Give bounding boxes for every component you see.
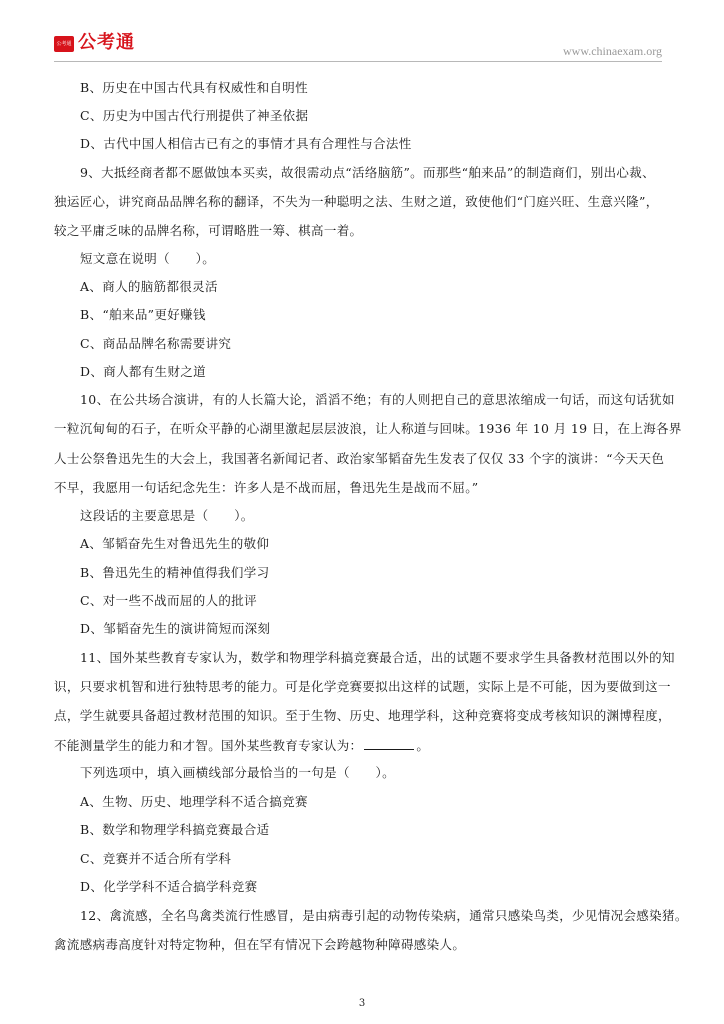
option-line: A、生物、历史、地理学科不适合搞竞赛 [80, 794, 308, 809]
option-line: D、化学学科不适合搞学科竞赛 [80, 879, 258, 894]
option-line: D、邹韬奋先生的演讲简短而深刻 [80, 621, 271, 636]
question-text: 识，只要求机智和进行独特思考的能力。可是化学竞赛要拟出这样的试题，实际上是不可能，因为要做到这一 [54, 679, 671, 694]
option-line: B、鲁迅先生的精神值得我们学习 [80, 565, 270, 580]
question-stem: 短文意在说明（ ）。 [80, 251, 216, 266]
question-text: 不早，我愿用一句话纪念先生：许多人是不战而屈，鲁迅先生是战而不屈。” [54, 480, 479, 495]
option-line: A、邹韬奋先生对鲁迅先生的敬仰 [80, 536, 270, 551]
question-text: 9、大抵经商者都不愿做蚀本买卖，故很需动点“活络脑筋”。而那些“舶来品”的制造商们，别出心裁、 [80, 165, 655, 180]
question-text: 人士公祭鲁迅先生的大会上，我国著名新闻记者、政治家邹韬奋先生发表了仅仅 33 个字的演讲：“今天天色 [54, 451, 665, 466]
question-stem: 下列选项中，填入画横线部分最恰当的一句是（ ）。 [80, 765, 396, 780]
option-line: C、对一些不战而屈的人的批评 [80, 593, 257, 608]
question-text: 较之平庸乏味的品牌名称，可谓略胜一筹、棋高一着。 [54, 223, 363, 238]
brand-logo-mark[interactable]: 公考通 [54, 36, 74, 52]
option-line: D、古代中国人相信古已有之的事情才具有合理性与合法性 [80, 136, 412, 151]
site-url[interactable]: www.chinaexam.org [563, 44, 662, 58]
page-header [0, 0, 724, 64]
option-line: B、数学和物理学科搞竞赛最合适 [80, 822, 270, 837]
question-stem: 这段话的主要意思是（ ）。 [80, 508, 254, 523]
header-divider [54, 61, 662, 62]
question-text: 12、禽流感，全名鸟禽类流行性感冒，是由病毒引起的动物传染病，通常只感染鸟类，少见情况会感染猪。 [80, 908, 688, 923]
question-text: 。 [416, 738, 430, 753]
question-text: 一粒沉甸甸的石子，在听众平静的心湖里激起层层波浪，让人称道与回味。1936 年 10 月 19 日，在上海各界 [54, 421, 682, 436]
question-text: 点，学生就要具备超过教材范围的知识。至于生物、历史、地理学科，这种竞赛将变成考核知识的渊博程度， [54, 708, 671, 723]
option-line: C、商品品牌名称需要讲究 [80, 336, 232, 351]
page-number: 3 [358, 998, 366, 1009]
option-line: C、竞赛并不适合所有学科 [80, 851, 232, 866]
question-text: 禽流感病毒高度针对特定物种，但在罕有情况下会跨越物种障碍感染人。 [54, 937, 466, 952]
option-line: C、历史为中国古代行刑提供了神圣依据 [80, 108, 309, 123]
option-line: A、商人的脑筋都很灵活 [80, 279, 218, 294]
question-text: 10、在公共场合演讲，有的人长篇大论，滔滔不绝；有的人则把自己的意思浓缩成一句话，而这句话犹如 [80, 392, 675, 407]
option-line: B、历史在中国古代具有权威性和自明性 [80, 80, 308, 95]
question-text: 不能测量学生的能力和才智。国外某些教育专家认为： [54, 738, 363, 753]
question-text: 11、国外某些教育专家认为，数学和物理学科搞竞赛最合适，出的试题不要求学生具备教材范围以外的知 [80, 650, 675, 665]
option-line: B、“舶来品”更好赚钱 [80, 307, 206, 322]
question-text-with-blank [54, 737, 429, 754]
question-text: 独运匠心，讲究商品品牌名称的翻译，不失为一种聪明之法、生财之道，致使他们“门庭兴旺、生意兴隆”， [54, 194, 659, 209]
option-line: D、商人都有生财之道 [80, 364, 207, 379]
answer-blank [364, 737, 414, 750]
brand-name[interactable]: 公考通 [78, 32, 135, 53]
